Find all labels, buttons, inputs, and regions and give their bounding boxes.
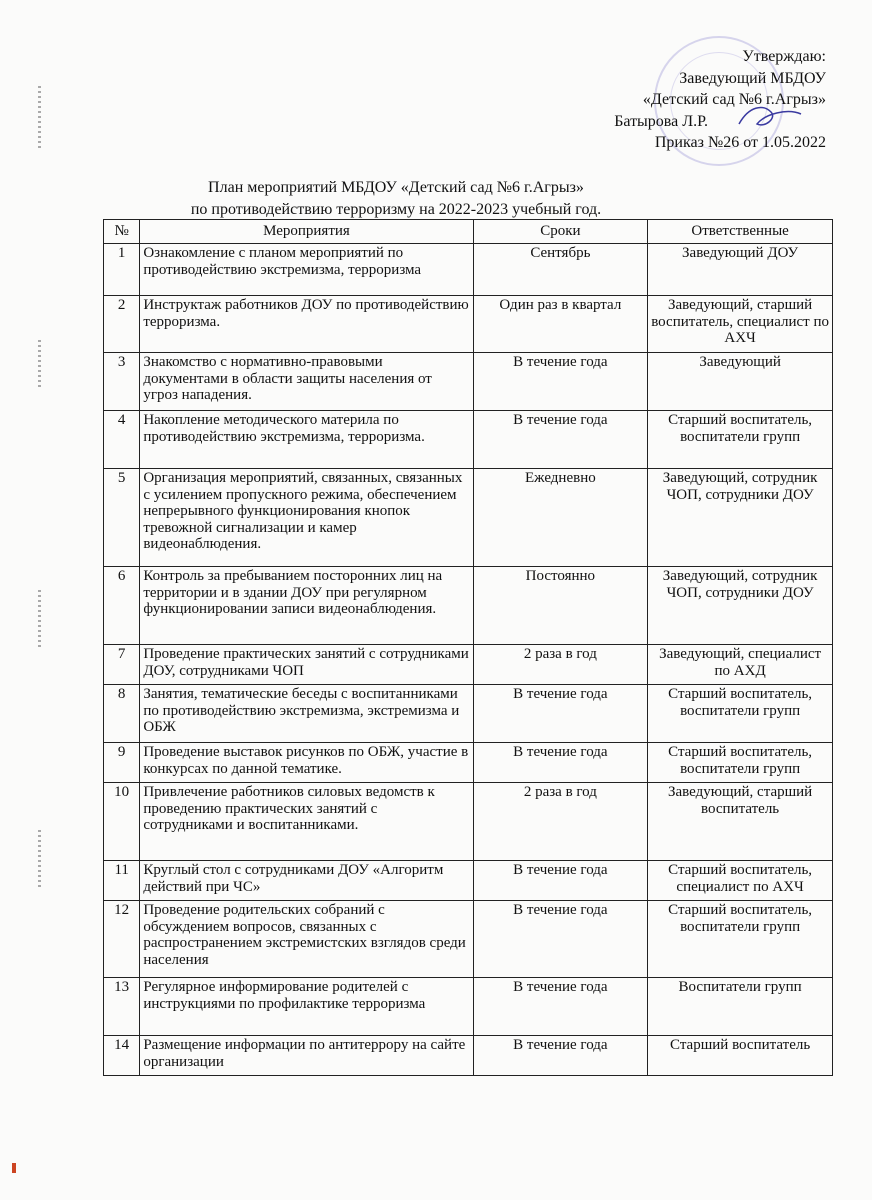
row-activity: Круглый стол с сотрудниками ДОУ «Алгоритм действий при ЧС» [140, 861, 473, 901]
row-number: 5 [104, 469, 140, 567]
row-term: 2 раза в год [473, 783, 648, 861]
table-row [104, 743, 833, 783]
row-responsible: Старший воспитатель, воспитатели групп [648, 411, 833, 469]
row-term: В течение года [473, 978, 648, 1036]
row-term: Сентябрь [473, 244, 648, 296]
table-row [104, 244, 833, 296]
row-responsible: Старший воспитатель, воспитатели групп [648, 685, 833, 743]
table-row [104, 645, 833, 685]
header-activity: Мероприятия [140, 220, 473, 244]
row-number: 11 [104, 861, 140, 901]
plan-table [103, 219, 833, 1076]
row-responsible: Старший воспитатель, воспитатели групп [648, 901, 833, 978]
row-activity: Контроль за пребыванием посторонних лиц на территории и в здании ДОУ при регулярном функционировании записи видеонаблюдения. [140, 567, 473, 645]
row-responsible: Воспитатели групп [648, 978, 833, 1036]
row-number: 2 [104, 296, 140, 353]
scan-artifact [38, 830, 41, 890]
row-activity: Размещение информации по антитеррору на сайте организации [140, 1036, 473, 1076]
row-responsible: Старший воспитатель, специалист по АХЧ [648, 861, 833, 901]
row-term: Постоянно [473, 567, 648, 645]
row-number: 13 [104, 978, 140, 1036]
row-responsible: Старший воспитатель [648, 1036, 833, 1076]
header-number: № [104, 220, 140, 244]
row-term: 2 раза в год [473, 645, 648, 685]
table-row [104, 901, 833, 978]
row-activity: Проведение выставок рисунков по ОБЖ, участие в конкурсах по данной тематике. [140, 743, 473, 783]
row-responsible: Заведующий ДОУ [648, 244, 833, 296]
row-responsible: Старший воспитатель, воспитатели групп [648, 743, 833, 783]
approval-block [614, 46, 826, 154]
approval-line: Утверждаю: [742, 48, 826, 65]
row-number: 10 [104, 783, 140, 861]
table-row [104, 469, 833, 567]
signature [735, 102, 805, 132]
table-row [104, 567, 833, 645]
table-row [104, 685, 833, 743]
row-term: В течение года [473, 411, 648, 469]
header-term: Сроки [473, 220, 648, 244]
scan-artifact [38, 340, 41, 390]
row-number: 8 [104, 685, 140, 743]
row-term: В течение года [473, 743, 648, 783]
row-term: В течение года [473, 353, 648, 411]
row-term: В течение года [473, 901, 648, 978]
row-number: 7 [104, 645, 140, 685]
table-row [104, 1036, 833, 1076]
approval-line: Заведующий МБДОУ [679, 69, 826, 87]
scan-artifact [38, 590, 41, 650]
table-header-row [104, 220, 833, 244]
row-term: В течение года [473, 1036, 648, 1076]
row-number: 4 [104, 411, 140, 469]
row-activity: Регулярное информирование родителей с инструкциями по профилактике терроризма [140, 978, 473, 1036]
row-number: 12 [104, 901, 140, 978]
header-responsible: Ответственные [648, 220, 833, 244]
row-activity: Знакомство с нормативно-правовыми документами в области защиты населения от угроз нападения. [140, 353, 473, 411]
row-responsible: Заведующий, сотрудник ЧОП, сотрудники ДОУ [648, 469, 833, 567]
row-term: Ежедневно [473, 469, 648, 567]
row-number: 14 [104, 1036, 140, 1076]
row-number: 3 [104, 353, 140, 411]
scan-artifact [12, 1163, 16, 1173]
row-term: В течение года [473, 685, 648, 743]
row-number: 1 [104, 244, 140, 296]
scan-artifact [38, 86, 41, 150]
table-row [104, 861, 833, 901]
table-row [104, 296, 833, 353]
row-term: Один раз в квартал [473, 296, 648, 353]
row-activity: Проведение родительских собраний с обсуждением вопросов, связанных с распространением экстремистских взглядов среди населения [140, 901, 473, 978]
row-number: 6 [104, 567, 140, 645]
row-activity: Занятия, тематические беседы с воспитанниками по противодействию экстремизма, экстремизма и ОБЖ [140, 685, 473, 743]
row-responsible: Заведующий, старший воспитатель, специалист по АХЧ [648, 296, 833, 353]
row-activity: Проведение практических занятий с сотрудниками ДОУ, сотрудниками ЧОП [140, 645, 473, 685]
table-row [104, 783, 833, 861]
approval-line: Батырова Л.Р. [614, 112, 708, 130]
approval-line: «Детский сад №6 г.Агрыз» [642, 91, 826, 108]
table-row [104, 411, 833, 469]
row-number: 9 [104, 743, 140, 783]
row-responsible: Заведующий, специалист по АХД [648, 645, 833, 685]
plan-subtitle: по противодействию терроризму на 2022-2023 учебный год. [190, 201, 602, 218]
table-row [104, 978, 833, 1036]
row-activity: Организация мероприятий, связанных, связанных с усилением пропускного режима, обеспечением непрерывного функционирования кнопок тревожной сигнализации и камер видеонаблюдения. [140, 469, 473, 567]
row-activity: Ознакомление с планом мероприятий по противодействию экстремизма, терроризма [140, 244, 473, 296]
row-responsible: Заведующий, сотрудник ЧОП, сотрудники ДОУ [648, 567, 833, 645]
approval-line: Приказ №26 от 1.05.2022 [654, 134, 826, 151]
row-activity: Привлечение работников силовых ведомств к проведению практических занятий с сотрудниками и воспитанниками. [140, 783, 473, 861]
row-responsible: Заведующий, старший воспитатель [648, 783, 833, 861]
row-activity: Инструктаж работников ДОУ по противодействию терроризма. [140, 296, 473, 353]
row-term: В течение года [473, 861, 648, 901]
table-row [104, 353, 833, 411]
plan-title: План мероприятий МБДОУ «Детский сад №6 г.Агрыз» [208, 179, 584, 196]
row-activity: Накопление методического материла по противодействию экстремизма, терроризма. [140, 411, 473, 469]
row-responsible: Заведующий [648, 353, 833, 411]
